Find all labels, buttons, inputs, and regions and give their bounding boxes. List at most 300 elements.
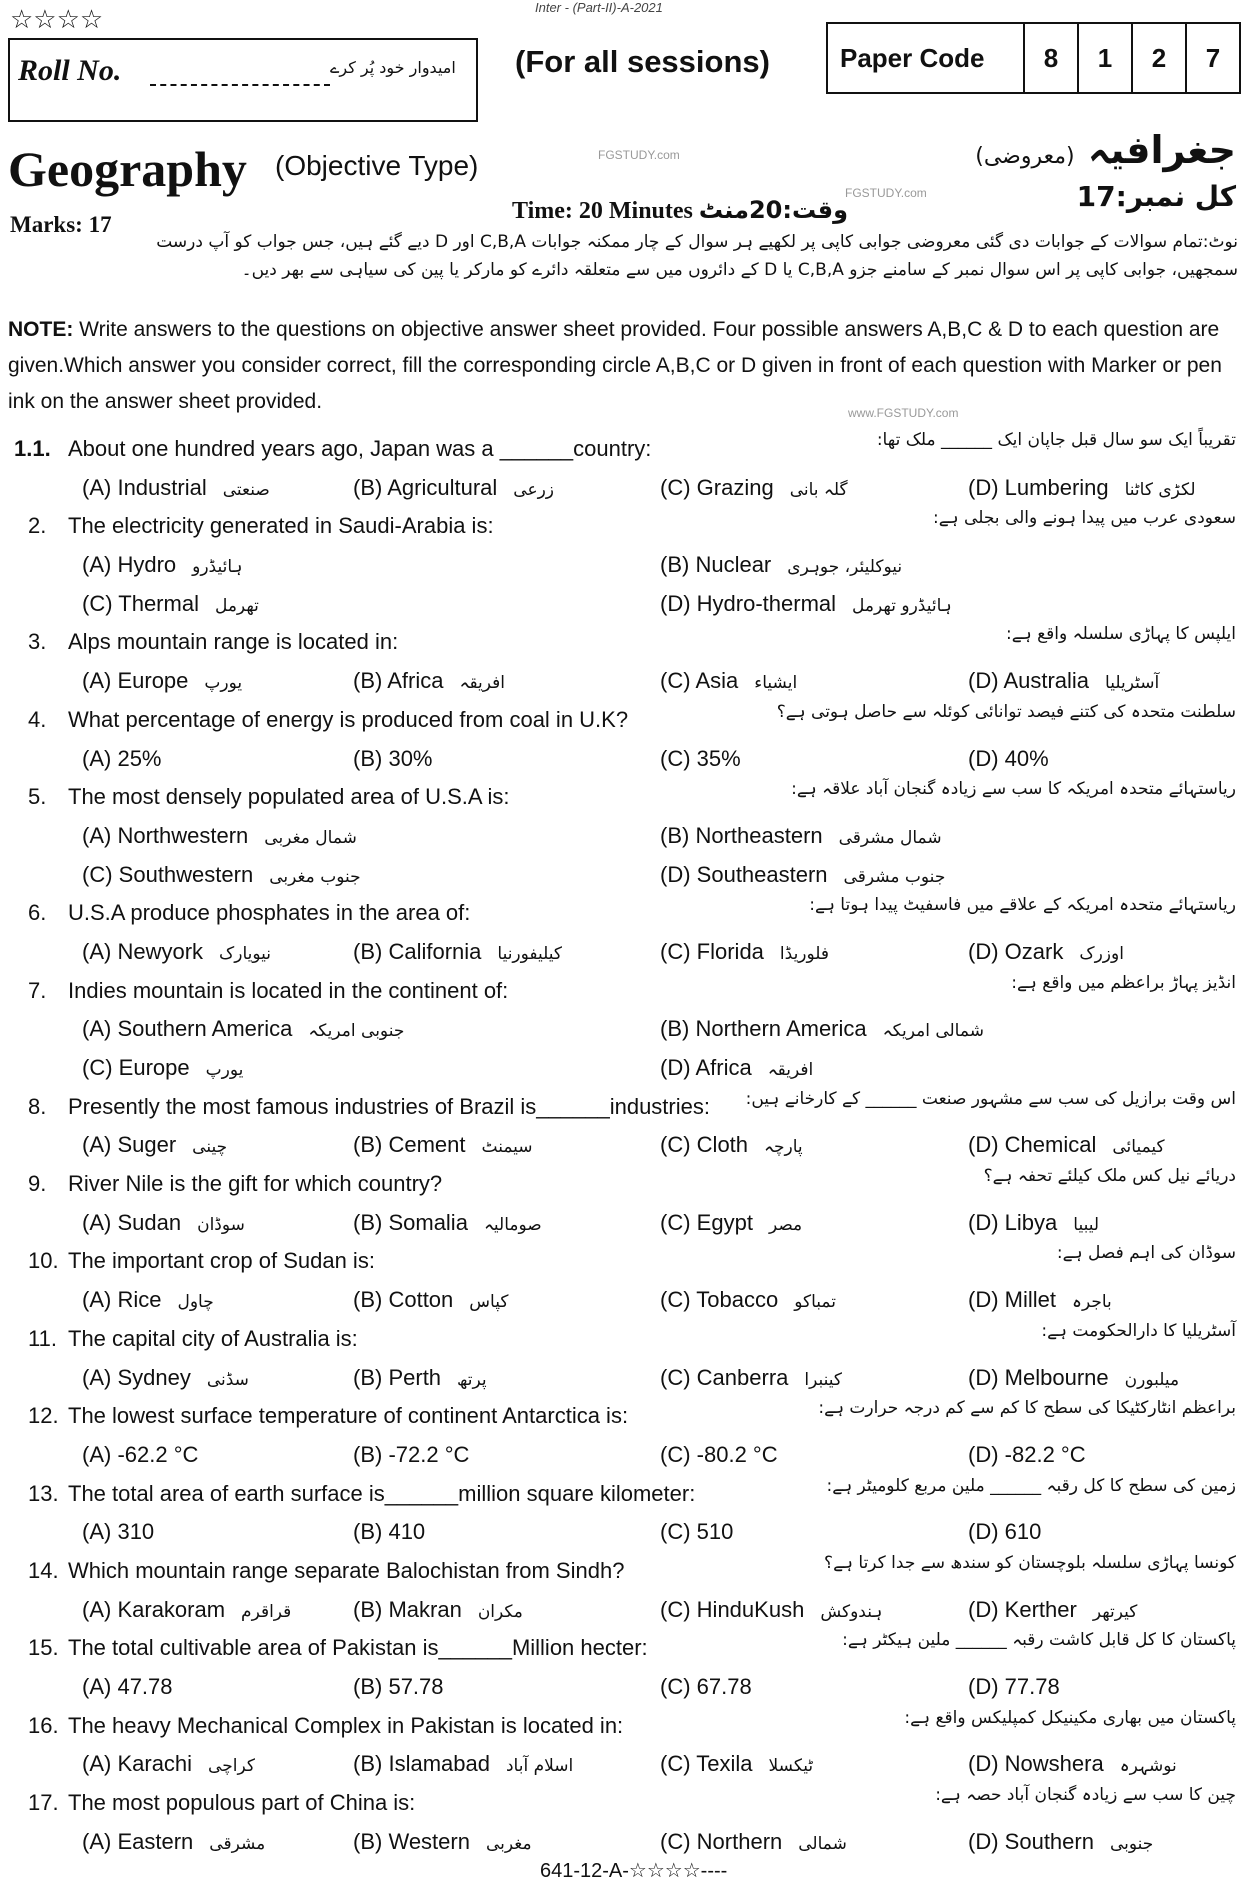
option-urdu-text: سوڈان <box>197 1214 245 1235</box>
question-number: 3. <box>28 629 47 655</box>
question-urdu-text: دریائے نیل کس ملک کیلئے تحفہ ہے؟ <box>983 1166 1236 1187</box>
option-urdu-text: مغربی <box>485 1833 532 1854</box>
option-letter: (A) <box>82 1016 112 1042</box>
option-letter: (C) <box>660 1751 691 1777</box>
option-letter: (C) <box>660 1132 691 1158</box>
answer-option[interactable] <box>968 1829 1153 1855</box>
answer-option[interactable] <box>82 1016 404 1042</box>
answer-option[interactable] <box>353 1287 508 1313</box>
answer-option[interactable] <box>82 1597 291 1623</box>
answer-option[interactable] <box>968 1365 1179 1391</box>
answer-option[interactable] <box>968 1519 1041 1545</box>
option-urdu-text: یورپ <box>204 673 243 694</box>
option-text: Texila <box>696 1751 753 1777</box>
answer-option[interactable] <box>82 823 357 849</box>
options-row <box>0 1202 1250 1241</box>
options-row <box>0 1357 1250 1396</box>
question-urdu-text: چین کا سب سے زیادہ گنجان آباد حصہ ہے: <box>935 1785 1236 1806</box>
answer-option[interactable] <box>968 1287 1112 1313</box>
option-urdu-text: آسٹریلیا <box>1105 673 1160 694</box>
question-number: 12. <box>28 1403 59 1429</box>
answer-option[interactable] <box>353 668 505 694</box>
option-urdu-text: اسلام آباد <box>505 1756 574 1777</box>
roll-urdu-label: امیدوار خود پُر کرے <box>330 58 456 77</box>
options-row <box>0 1008 1250 1047</box>
option-letter: (D) <box>968 1519 999 1545</box>
answer-option[interactable] <box>660 862 945 888</box>
option-text: Northwestern <box>117 822 249 848</box>
option-letter: (D) <box>968 1828 999 1854</box>
answer-option[interactable] <box>353 1597 523 1623</box>
answer-option[interactable] <box>968 1132 1165 1158</box>
question-row <box>0 1473 1250 1512</box>
answer-option[interactable] <box>353 746 433 772</box>
question-row <box>0 1550 1250 1589</box>
option-letter: (B) <box>660 1016 690 1042</box>
time-label <box>512 196 848 225</box>
paper-code-digit: 8 <box>1023 24 1077 92</box>
option-text: Florida <box>696 938 764 964</box>
option-letter: (D) <box>968 1364 999 1390</box>
option-urdu-text: جنوب مغربی <box>269 866 361 887</box>
answer-option[interactable] <box>353 1442 469 1468</box>
question-number: 15. <box>28 1635 59 1661</box>
option-text: Egypt <box>696 1209 753 1235</box>
question-row <box>0 699 1250 738</box>
option-text: Africa <box>387 668 444 694</box>
option-text: Melbourne <box>1004 1364 1109 1390</box>
option-text: 25% <box>117 745 162 771</box>
option-urdu-text: جنوب مشرقی <box>843 866 946 887</box>
option-letter: (C) <box>82 590 113 616</box>
answer-option[interactable] <box>82 1132 227 1158</box>
answer-option[interactable] <box>660 1016 984 1042</box>
option-urdu-text: تھرمل <box>214 595 259 616</box>
paper-footer-code: 641-12-A-☆☆☆☆---- <box>540 1860 728 1882</box>
option-letter: (D) <box>968 1751 999 1777</box>
option-letter: (D) <box>968 668 999 694</box>
question-urdu-text: زمین کی سطح کا کل رقبہ ______ ملین مربع کلومیٹر ہے: <box>826 1475 1236 1496</box>
watermark: FGSTUDY.com <box>845 186 927 200</box>
answer-option[interactable] <box>660 1674 752 1700</box>
option-urdu-text: چینی <box>192 1137 228 1158</box>
option-text: 610 <box>1004 1519 1042 1545</box>
answer-option[interactable] <box>82 668 242 694</box>
option-urdu-text: سڈنی <box>206 1369 249 1390</box>
option-text: Africa <box>695 1055 752 1080</box>
answer-option[interactable] <box>82 1829 265 1855</box>
answer-option[interactable] <box>660 668 797 694</box>
question-text: U.S.A produce phosphates in the area of: <box>68 900 471 926</box>
option-text: -82.2 °C <box>1004 1441 1086 1467</box>
option-text: Grazing <box>696 474 774 500</box>
option-text: 30% <box>388 745 433 771</box>
option-urdu-text: ہندوکش <box>820 1601 883 1622</box>
paper-code-label: Paper Code <box>840 42 985 73</box>
watermark: FGSTUDY.com <box>598 148 680 162</box>
watermark: www.FGSTUDY.com <box>848 406 959 420</box>
urdu-subject-title <box>975 128 1236 172</box>
option-urdu-text: کیمیائی <box>1112 1137 1165 1158</box>
time-urdu: وقت:20منٹ <box>698 196 848 224</box>
option-letter: (D) <box>968 474 999 500</box>
answer-option[interactable] <box>82 591 259 617</box>
answer-option[interactable] <box>660 1751 813 1777</box>
roll-number-field[interactable] <box>150 84 330 86</box>
options-row <box>0 738 1250 777</box>
option-text: Northern <box>696 1828 783 1854</box>
answer-option[interactable] <box>660 1287 836 1313</box>
question-text: Alps mountain range is located in: <box>68 629 399 655</box>
answer-option[interactable] <box>82 1751 255 1777</box>
answer-option[interactable] <box>968 668 1159 694</box>
option-urdu-text: باجرہ <box>1072 1292 1112 1313</box>
options-row <box>0 1821 1250 1860</box>
marks-label: Marks: 17 <box>10 212 112 237</box>
answer-option[interactable] <box>968 1597 1137 1623</box>
question-number: 14. <box>28 1557 59 1583</box>
question-urdu-text: انڈیز پہاڑ براعظم میں واقع ہے: <box>1011 972 1236 993</box>
question-text: The total area of earth surface is______million square kilometer: <box>68 1480 696 1506</box>
option-letter: (B) <box>353 1596 383 1622</box>
answer-option[interactable] <box>82 1365 249 1391</box>
options-row <box>0 931 1250 970</box>
option-letter: (D) <box>968 745 999 771</box>
options-row <box>0 1279 1250 1318</box>
options-row <box>0 583 1250 622</box>
answer-option[interactable] <box>660 475 848 501</box>
answer-option[interactable] <box>82 746 162 772</box>
answer-option[interactable] <box>82 1519 154 1545</box>
option-urdu-text: مکران <box>477 1601 523 1622</box>
option-urdu-text: ایشیاء <box>754 673 798 694</box>
option-letter: (C) <box>660 1441 691 1467</box>
answer-option[interactable] <box>353 939 562 965</box>
question-text: Presently the most famous industries of Brazil is______industries: <box>68 1093 710 1119</box>
question-row <box>0 970 1250 1009</box>
answer-option[interactable] <box>660 1442 778 1468</box>
question-urdu-text: سوڈان کی اہم فصل ہے: <box>1056 1243 1236 1264</box>
question-text: The total cultivable area of Pakistan is______Million hecter: <box>68 1635 648 1661</box>
paper-code-digit: 7 <box>1185 24 1239 92</box>
option-text: Newyork <box>117 938 204 964</box>
option-text: Hydro-thermal <box>696 590 837 616</box>
question-number: 17. <box>28 1790 59 1816</box>
answer-option[interactable] <box>82 1287 214 1313</box>
option-text: Nowshera <box>1004 1751 1104 1777</box>
answer-option[interactable] <box>968 1751 1177 1777</box>
question-text: What percentage of energy is produced from coal in U.K? <box>68 706 629 732</box>
option-text: Suger <box>117 1132 177 1158</box>
question-text: Which mountain range separate Balochistan from Sindh? <box>68 1557 625 1583</box>
question-row <box>0 1163 1250 1202</box>
question-number: 5. <box>28 784 47 810</box>
option-urdu-text: شمال مشرقی <box>838 827 942 848</box>
paper-code-digit: 1 <box>1077 24 1131 92</box>
option-urdu-text: شمالی امریکہ <box>882 1021 984 1042</box>
sessions-label: (For all sessions) <box>515 44 770 79</box>
option-urdu-text: پارچہ <box>764 1137 803 1158</box>
question-number: 9. <box>28 1171 47 1197</box>
option-urdu-text: میلبورن <box>1124 1369 1180 1390</box>
option-text: HinduKush <box>696 1596 805 1622</box>
option-text: Perth <box>388 1364 442 1390</box>
answer-option[interactable] <box>353 1519 425 1545</box>
answer-option[interactable] <box>968 1210 1099 1236</box>
option-urdu-text: نیویارک <box>219 943 272 964</box>
option-text: -62.2 °C <box>117 1441 199 1467</box>
option-text: Sudan <box>117 1209 182 1235</box>
option-text: 57.78 <box>388 1674 444 1699</box>
question-number: 2. <box>28 513 47 539</box>
question-urdu-text: ریاستہائے متحدہ امریکہ کے علاقے میں فاسفیٹ پیدا ہوتا ہے: <box>809 895 1236 916</box>
question-number: 13. <box>28 1480 59 1506</box>
options-row <box>0 1589 1250 1628</box>
option-urdu-text: ہائیڈرو <box>192 557 243 578</box>
options-row <box>0 1666 1250 1705</box>
question-number: 11. <box>28 1325 57 1351</box>
question-text: The most populous part of China is: <box>68 1790 416 1816</box>
answer-option[interactable] <box>82 862 361 888</box>
option-text: Karakoram <box>117 1596 226 1622</box>
option-text: Millet <box>1004 1287 1057 1313</box>
stars-mark: ☆☆☆☆ <box>10 4 104 34</box>
options-row <box>0 854 1250 893</box>
option-text: Karachi <box>117 1751 193 1777</box>
option-letter: (A) <box>82 474 112 500</box>
option-text: Libya <box>1004 1209 1058 1235</box>
answer-option[interactable] <box>968 746 1049 772</box>
option-letter: (C) <box>660 1828 691 1854</box>
option-text: 310 <box>117 1519 155 1545</box>
option-text: Makran <box>388 1596 462 1622</box>
option-letter: (B) <box>353 1441 383 1467</box>
options-row <box>0 467 1250 506</box>
option-letter: (B) <box>353 1674 383 1699</box>
option-text: Cloth <box>696 1132 749 1158</box>
option-letter: (D) <box>968 1209 999 1235</box>
option-urdu-text: زرعی <box>513 479 555 500</box>
option-text: Canberra <box>696 1364 789 1390</box>
option-text: Chemical <box>1004 1132 1097 1158</box>
option-letter: (A) <box>82 1751 112 1777</box>
option-letter: (D) <box>968 1441 999 1467</box>
question-number: 4. <box>28 706 47 732</box>
question-text: Indies mountain is located in the continent of: <box>68 977 509 1003</box>
note-label: NOTE: <box>8 318 74 341</box>
option-letter: (B) <box>353 1828 383 1854</box>
option-urdu-text: صومالیہ <box>483 1214 542 1235</box>
option-letter: (C) <box>660 745 691 771</box>
answer-option[interactable] <box>660 939 829 965</box>
option-letter: (B) <box>353 1751 383 1777</box>
answer-option[interactable] <box>353 1210 542 1236</box>
time-english: Time: 20 Minutes <box>512 198 693 224</box>
option-text: Southern America <box>117 1016 293 1042</box>
answer-option[interactable] <box>660 1365 842 1391</box>
option-letter: (A) <box>82 745 112 771</box>
answer-option[interactable] <box>353 1829 532 1855</box>
question-row <box>0 505 1250 544</box>
answer-option[interactable] <box>660 552 902 578</box>
option-text: California <box>388 938 482 964</box>
question-row <box>0 1705 1250 1744</box>
answer-option[interactable] <box>660 823 942 849</box>
option-text: Eastern <box>117 1828 194 1854</box>
answer-option[interactable] <box>660 1597 882 1623</box>
answer-option[interactable] <box>968 1674 1060 1700</box>
option-urdu-text: افریقہ <box>767 1060 814 1080</box>
option-letter: (B) <box>353 1364 383 1390</box>
question-text: The capital city of Australia is: <box>68 1325 358 1351</box>
question-text: The heavy Mechanical Complex in Pakistan is located in: <box>68 1712 624 1738</box>
roll-label: Roll No. <box>18 54 122 87</box>
option-urdu-text: قراقرم <box>241 1601 292 1622</box>
question-row <box>0 776 1250 815</box>
option-text: Agricultural <box>387 474 498 500</box>
answer-option[interactable] <box>82 1442 198 1468</box>
option-letter: (A) <box>82 822 112 848</box>
question-row <box>0 1318 1250 1357</box>
answer-option[interactable] <box>660 1132 803 1158</box>
objective-type-label: (Objective Type) <box>275 150 479 181</box>
question-text: River Nile is the gift for which country? <box>68 1171 443 1197</box>
question-row <box>0 1240 1250 1279</box>
option-letter: (C) <box>660 1209 691 1235</box>
exam-header: Inter - (Part-II)-A-2021 <box>535 0 663 15</box>
option-letter: (D) <box>968 1596 999 1622</box>
question-text: The most densely populated area of U.S.A is: <box>68 784 510 810</box>
answer-option[interactable] <box>660 1210 802 1236</box>
paper-code-digit: 2 <box>1131 24 1185 92</box>
urdu-subject: جغرافیہ <box>1087 128 1236 172</box>
option-letter: (D) <box>968 938 999 964</box>
option-urdu-text: نوشہرہ <box>1119 1756 1177 1777</box>
option-letter: (B) <box>353 1209 383 1235</box>
option-letter: (B) <box>353 938 383 964</box>
option-text: 35% <box>696 745 741 771</box>
answer-option[interactable] <box>82 475 270 501</box>
option-letter: (B) <box>353 1132 383 1158</box>
options-row <box>0 544 1250 583</box>
option-letter: (C) <box>660 474 691 500</box>
option-letter: (C) <box>82 1055 113 1080</box>
option-letter: (A) <box>82 1209 112 1235</box>
option-urdu-text: کیلیفورنیا <box>497 943 563 964</box>
option-urdu-text: شمال مغربی <box>264 827 357 848</box>
option-text: 40% <box>1004 745 1049 771</box>
option-text: Lumbering <box>1004 474 1109 500</box>
option-letter: (D) <box>968 1132 999 1158</box>
instructions-note <box>8 312 1238 420</box>
answer-option[interactable] <box>82 1674 173 1700</box>
option-letter: (C) <box>660 1596 691 1622</box>
question-urdu-text: تقریباً ایک سو سال قبل جاپان ایک ______ ملک تھا: <box>876 430 1236 450</box>
option-letter: (B) <box>660 552 690 578</box>
option-text: Western <box>388 1828 470 1854</box>
option-text: -80.2 °C <box>696 1441 778 1467</box>
option-letter: (A) <box>82 1441 112 1467</box>
option-urdu-text: ہائیڈرو تھرمل <box>852 595 952 616</box>
question-urdu-text: پاکستان کا کل قابل کاشت رقبہ ______ ملین ہیکٹر ہے: <box>842 1630 1236 1651</box>
option-letter: (D) <box>660 590 691 616</box>
answer-option[interactable] <box>660 1055 813 1081</box>
question-number: 7. <box>28 977 47 1003</box>
question-row <box>0 428 1250 467</box>
answer-option[interactable] <box>353 1751 573 1777</box>
question-urdu-text: سلطنت متحدہ کی کتنے فیصد توانائی کوئلہ سے حاصل ہوتی ہے؟ <box>776 701 1236 722</box>
question-urdu-text: براعظم انٹارکٹیکا کی سطح کا کم سے کم درجہ حرارت ہے: <box>818 1398 1236 1419</box>
option-text: Europe <box>117 668 189 694</box>
question-number: 16. <box>28 1712 59 1738</box>
answer-option[interactable] <box>82 1055 243 1081</box>
option-letter: (C) <box>660 1674 691 1699</box>
option-urdu-text: جنوبی <box>1109 1833 1154 1854</box>
option-urdu-text: صنعتی <box>222 479 270 500</box>
option-text: Cotton <box>388 1287 454 1313</box>
answer-option[interactable] <box>968 475 1196 501</box>
option-text: Industrial <box>117 474 207 500</box>
option-text: Australia <box>1003 668 1090 694</box>
answer-option[interactable] <box>82 552 243 578</box>
answer-option[interactable] <box>660 1829 847 1855</box>
option-letter: (D) <box>660 1055 691 1080</box>
options-row <box>0 1047 1250 1086</box>
option-urdu-text: افریقہ <box>459 673 506 694</box>
answer-option[interactable] <box>660 591 952 617</box>
option-text: Rice <box>117 1287 162 1313</box>
answer-option[interactable] <box>353 475 554 501</box>
urdu-type: (معروضی) <box>975 144 1075 169</box>
option-urdu-text: کراچی <box>208 1756 255 1777</box>
question-urdu-text: ایلپس کا پہاڑی سلسلہ واقع ہے: <box>1006 624 1236 645</box>
option-urdu-text: گلہ بانی <box>789 479 848 500</box>
option-text: 67.78 <box>696 1674 752 1699</box>
answer-option[interactable] <box>353 1365 487 1391</box>
option-text: Northeastern <box>695 822 823 848</box>
answer-option[interactable] <box>82 939 271 965</box>
option-letter: (C) <box>82 861 113 887</box>
answer-option[interactable] <box>353 1674 444 1700</box>
option-letter: (A) <box>82 1828 112 1854</box>
option-letter: (B) <box>660 822 690 848</box>
answer-option[interactable] <box>353 1132 533 1158</box>
option-urdu-text: نیوکلیئر، جوہری <box>787 557 903 578</box>
answer-option[interactable] <box>968 1442 1086 1468</box>
option-letter: (D) <box>968 1674 999 1699</box>
note-text: Write answers to the questions on objective answer sheet provided. Four possible answers A,B,C & D to each question are given.Which answer you consider correct, fill the corresponding circle A,B,C or D given in front of each question with Marker or pen ink on the answer sheet provided. <box>8 318 1222 413</box>
option-urdu-text: سیمنٹ <box>481 1137 533 1158</box>
urdu-marks-label: کل نمبر:17 <box>1076 180 1236 213</box>
answer-option[interactable] <box>82 1210 245 1236</box>
option-text: Northern America <box>695 1016 867 1042</box>
option-text: Ozark <box>1004 938 1064 964</box>
answer-option[interactable] <box>968 939 1124 965</box>
option-letter: (B) <box>353 1519 383 1545</box>
answer-option[interactable] <box>660 746 741 772</box>
option-urdu-text: لکڑی کاٹنا <box>1124 479 1196 500</box>
option-text: 510 <box>696 1519 734 1545</box>
question-text: About one hundred years ago, Japan was a ______country: <box>68 436 652 461</box>
option-urdu-text: تمباکو <box>794 1292 836 1313</box>
answer-option[interactable] <box>660 1519 733 1545</box>
roll-number-box <box>8 38 478 122</box>
option-letter: (A) <box>82 1287 112 1313</box>
option-letter: (A) <box>82 1596 112 1622</box>
option-text: Southern <box>1004 1828 1094 1854</box>
question-row <box>0 1395 1250 1434</box>
options-row <box>0 1511 1250 1550</box>
